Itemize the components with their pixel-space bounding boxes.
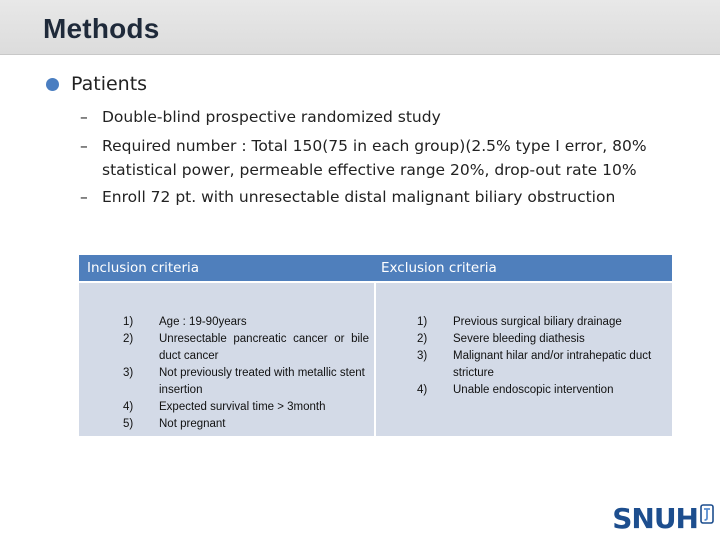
list-item: Unresectable pancreatic cancer or bile duct cancer	[159, 333, 369, 362]
list-number: 4)	[123, 401, 134, 413]
point-2	[80, 134, 690, 182]
criteria-table	[79, 255, 672, 436]
point-text: Required number : Total 150(75 in each group)(2.5% type I error, 80% statistical power, permeable effective range 20%, drop-out rate 10%	[102, 137, 647, 179]
snuh-logo	[612, 504, 714, 534]
table-body-row	[79, 283, 672, 436]
list-item: Age : 19-90years	[159, 316, 247, 328]
point-text: Enroll 72 pt. with unresectable distal malignant biliary obstruction	[102, 188, 616, 206]
table-header-row	[79, 255, 672, 281]
point-3	[80, 185, 700, 209]
list-number: 3)	[123, 367, 134, 379]
point-1	[80, 105, 700, 129]
list-item: Not previously treated with metallic stent insertion	[159, 367, 365, 396]
logo-mark-icon	[700, 504, 714, 524]
list-number: 1)	[123, 316, 134, 328]
list-item: Previous surgical biliary drainage	[453, 316, 622, 328]
list-item: Expected survival time > 3month	[159, 401, 326, 413]
dash-marker: –	[80, 188, 88, 206]
list-item: Unable endoscopic intervention	[453, 384, 614, 396]
list-item: Not pregnant	[159, 418, 226, 430]
logo-text: SNUH	[612, 502, 698, 535]
exclusion-cell	[376, 283, 672, 436]
list-number: 4)	[417, 384, 428, 396]
list-number: 5)	[123, 418, 134, 430]
dash-marker: –	[80, 137, 88, 155]
slide-title: Methods	[43, 13, 160, 44]
list-number: 2)	[417, 333, 428, 345]
inclusion-header: Inclusion criteria	[87, 260, 200, 276]
exclusion-header: Exclusion criteria	[381, 260, 497, 276]
title-bar	[0, 0, 720, 55]
point-text: Double-blind prospective randomized study	[102, 108, 441, 126]
section-heading: Patients	[71, 73, 148, 95]
bullet-icon	[46, 78, 59, 91]
list-number: 2)	[123, 333, 134, 345]
dash-marker: –	[80, 108, 88, 126]
list-number: 1)	[417, 316, 428, 328]
list-item: Severe bleeding diathesis	[453, 333, 585, 345]
list-number: 3)	[417, 350, 428, 362]
list-item: Malignant hilar and/or intrahepatic duct stricture	[453, 350, 652, 379]
inclusion-cell	[79, 283, 374, 436]
